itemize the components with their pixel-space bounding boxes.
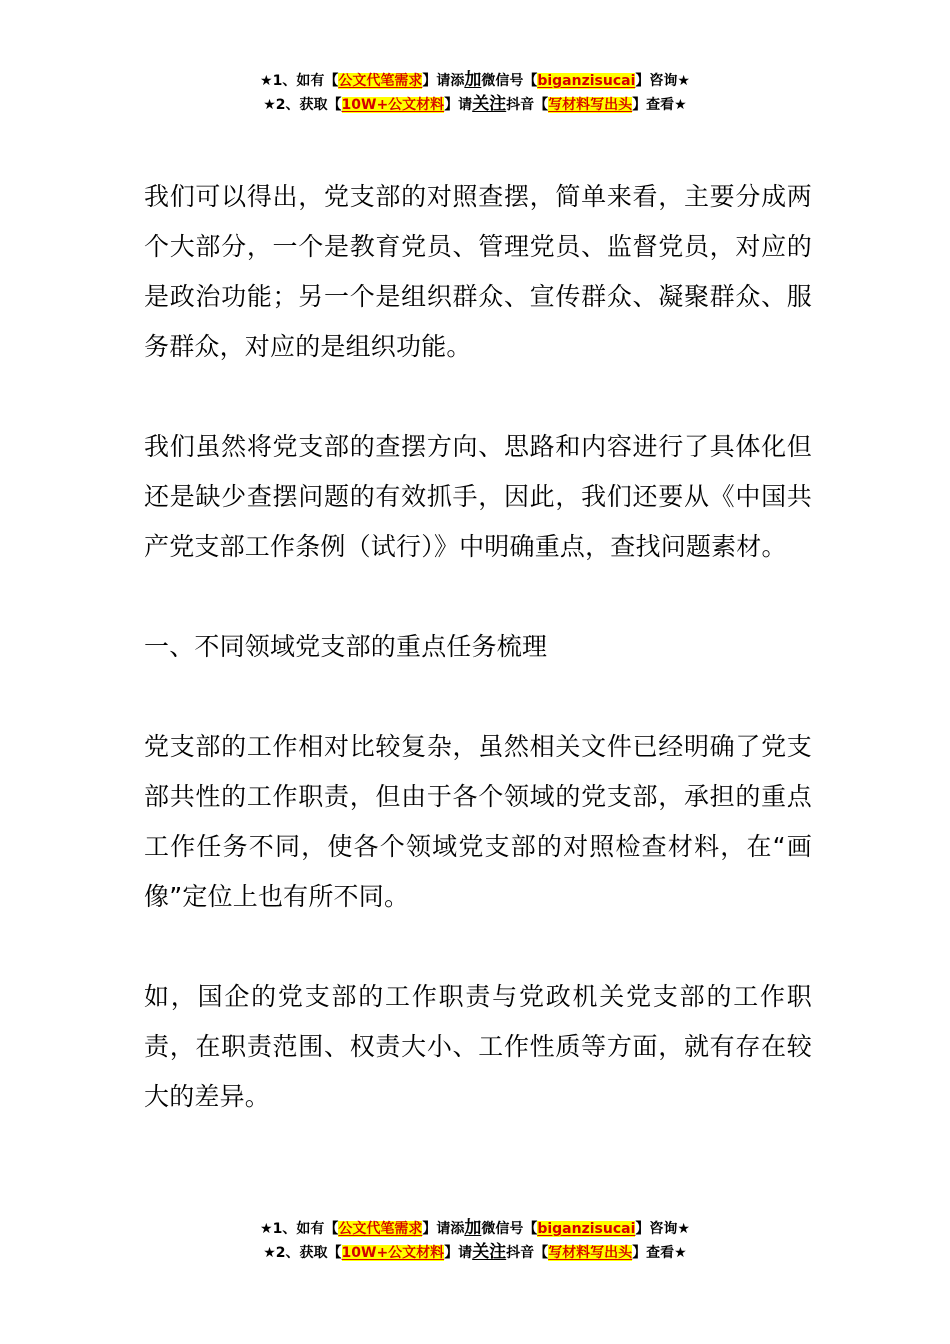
banner-line-2: ★2、获取【10W+公文材料】请关注抖音【写材料写出头】查看★: [263, 1242, 687, 1262]
paragraph: 党支部的工作相对比较复杂，虽然相关文件已经明确了党支部共性的工作职责，但由于各个领域的党支部，承担的重点工作任务不同，使各个领域党支部的对照检查材料，在“画像”定位上也有所不同。: [144, 732, 812, 911]
banner-line-1: ★1、如有【公文代笔需求】请添加微信号【biganzisucai】咨询★: [260, 1218, 690, 1238]
banner-line-2: ★2、获取【10W+公文材料】请关注抖音【写材料写出头】查看★: [263, 94, 687, 114]
paragraph: 如，国企的党支部的工作职责与党政机关党支部的工作职责，在职责范围、权责大小、工作性质等方面，就有存在较大的差异。: [144, 982, 812, 1111]
banner-wechat-id: biganzisucai: [537, 1221, 636, 1237]
banner-line-1: ★1、如有【公文代笔需求】请添加微信号【biganzisucai】咨询★: [260, 70, 690, 90]
footer-banner: [0, 1216, 950, 1264]
banner-highlight: 10W+公文材料: [341, 1245, 445, 1261]
banner-highlight: 公文代笔需求: [338, 1221, 423, 1237]
section-heading: 一、不同领域党支部的重点任务梳理: [144, 632, 548, 661]
header-banner: [0, 68, 950, 116]
banner-douyin-id: 写材料写出头: [548, 1245, 633, 1261]
banner-highlight: 公文代笔需求: [338, 73, 423, 89]
paragraph: 我们可以得出，党支部的对照查摆，简单来看，主要分成两个大部分，一个是教育党员、管理党员、监督党员，对应的是政治功能；另一个是组织群众、宣传群众、凝聚群众、服务群众，对应的是组织功能。: [144, 182, 812, 361]
banner-highlight: 10W+公文材料: [341, 97, 445, 113]
banner-douyin-id: 写材料写出头: [548, 97, 633, 113]
document-body: [144, 172, 812, 1122]
banner-wechat-id: biganzisucai: [537, 73, 636, 89]
paragraph: 我们虽然将党支部的查摆方向、思路和内容进行了具体化但还是缺少查摆问题的有效抓手，因此，我们还要从《中国共产党支部工作条例（试行）》中明确重点，查找问题素材。: [144, 432, 812, 561]
